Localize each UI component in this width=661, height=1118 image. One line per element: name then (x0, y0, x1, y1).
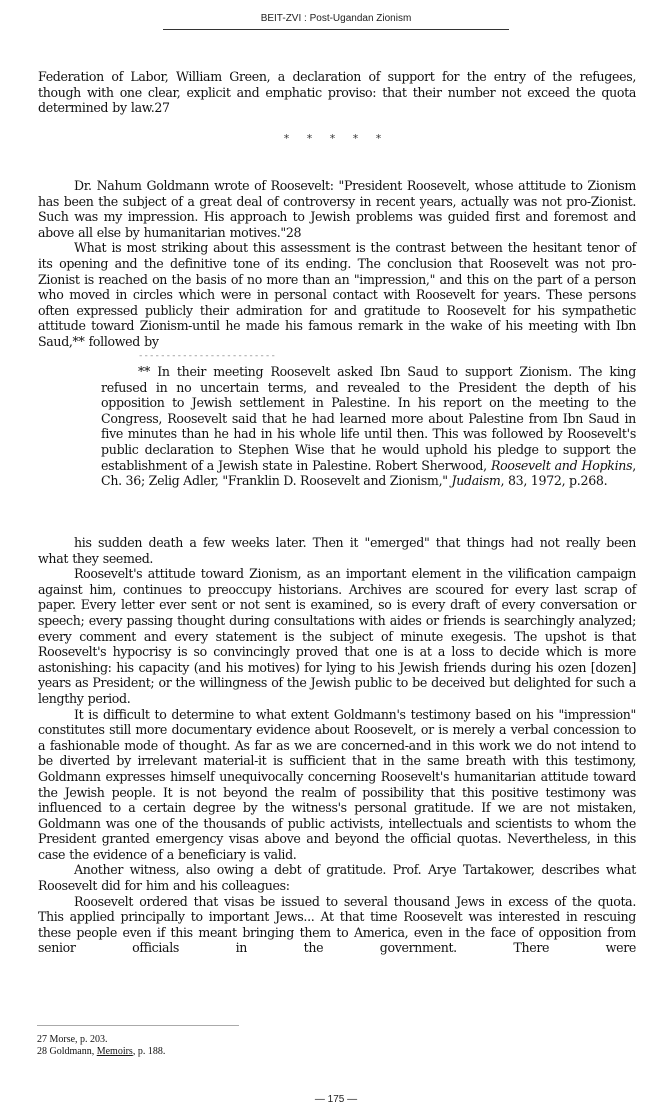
paragraph-testimony: It is difficult to determine to what extent Goldmann's testimony based on his "impression" constitutes still more documentary evidence about Roosevelt, or is merely a verbal concession to a fashionable mode of thought. As far as we are concerned-and in this work we do not intend to be diverted by irrelevant material-it is sufficient that in the same breath with this testimony, Goldmann expresses himself unequivocally concerning Roosevelt's humanitarian attitude toward the Jewish people. It is not beyond the realm of possibility that this positive testimony was influenced to a certain degree by the witness's personal gratitude. If we are not mistaken, Goldmann was one of the thousands of public activists, intellectuals and scientists to whom the President granted emergency visas above and beyond the official quotas. Nevertheless, in this case the evidence of a beneficiary is valid. (38, 706, 636, 862)
page-number: — 175 — (314, 1094, 358, 1105)
body-text-bottom (38, 535, 636, 956)
paragraph-assessment: What is most striking about this assessment is the contrast between the hesitant tenor of its opening and the definitive tone of its ending. The conclusion that Roosevelt was not pro-Zionist is reached on the basis of no more than an "impression," and this on the part of a person who moved in circles which were in personal contact with Roosevelt for years. These persons often expressed publicly their admiration for and gratitude to Roosevelt for his sympathetic attitude toward Zionism-until he made his famous remark in the wake of his meeting with Ibn Saud,** followed by (38, 240, 636, 349)
header-rule (163, 29, 509, 30)
footnotes (37, 1034, 165, 1058)
footnote-28 (37, 1046, 165, 1058)
footnote-separator (37, 1025, 239, 1026)
footnote-text: ** In their meeting Roosevelt asked Ibn Saud to support Zionism. The king refused in no uncertain terms, and revealed to the President the depth of his opposition to Jewish settlement in Palestine. In his report on the meeting to the Congress, Roosevelt said that he had learned more about Palestine from Ibn Saud in five minutes than he had in his whole life until then. This was followed by Roosevelt's public declaration to Stephen Wise that he would uphold his pledge to support the establishment of a Jewish state in Palestine. Robert Sherwood, (101, 364, 636, 473)
inline-footnote-divider: ------------------------- (138, 351, 276, 361)
footnote-text: , Ch. 36; Zelig Adler, "Franklin D. Roosevelt and Zionism," (101, 457, 636, 489)
paragraph-federation: Federation of Labor, William Green, a declaration of support for the entry of the refugees, though with one clear, explicit and emphatic proviso: that their number not exceed the quota determined by law.27 (38, 69, 636, 116)
journal-title-judaism: Judaism (451, 473, 501, 489)
footnote-28-prefix: 28 Goldmann, (37, 1046, 97, 1057)
body-text-top (38, 69, 636, 116)
paragraph-vilification: Roosevelt's attitude toward Zionism, as an important element in the vilification campaign against him, continues to preoccupy historians. Archives are scoured for every last scrap of paper. Every letter ever sent or not sent is examined, so is every draft of every conversation or speech; every passing thought during consultations with aides or friends is searchingly analyzed; every comment and every statement is the subject of minute exegesis. The upshot is that Roosevelt's hypocrisy is so convincingly proved that one is at a loss to decide which is more astonishing: his capacity (and his motives) for lying to his Jewish friends during his ozen [dozen] years as President; or the willingness of the Jewish public to be deceived but delighted for such a lengthy period. (38, 566, 636, 706)
footnote-text: , 83, 1972, p.268. (500, 473, 608, 489)
section-separator: * * * * * (283, 132, 389, 145)
footnote-27: 27 Morse, p. 203. (37, 1034, 108, 1045)
footnote-28-title: Memoirs (96, 1046, 133, 1057)
book-title-roosevelt-and-hopkins: Roosevelt and Hopkins (490, 457, 633, 473)
paragraph-goldmann-quote: Dr. Nahum Goldmann wrote of Roosevelt: "President Roosevelt, whose attitude to Zionism has been the subject of a great deal of controversy in recent years, actually was not pro-Zionist. Such was my impression. His approach to Jewish problems was guided first and foremost and above all else by humanitarian motives."28 (38, 178, 636, 240)
footnote-28-suffix: , p. 188. (132, 1046, 166, 1057)
inline-footnote-ibn-saud (101, 364, 636, 489)
paragraph-another-witness: Another witness, also owing a debt of gratitude. Prof. Arye Tartakower, describes what Roosevelt did for him and his colleagues: (38, 862, 636, 894)
paragraph-sudden-death: his sudden death a few weeks later. Then it "emerged" that things had not really been what they seemed. (38, 535, 636, 566)
paragraph-tartakower-quote: Roosevelt ordered that visas be issued to several thousand Jews in excess of the quota. This applied principally to important Jews... At that time Roosevelt was interested in rescuing these people even if this meant bringing them to America, even in the face of opposition from senior officials in the government. There were (38, 893, 636, 956)
running-header: BEIT-ZVI : Post-Ugandan Zionism (260, 13, 412, 24)
body-text-middle (38, 178, 636, 350)
